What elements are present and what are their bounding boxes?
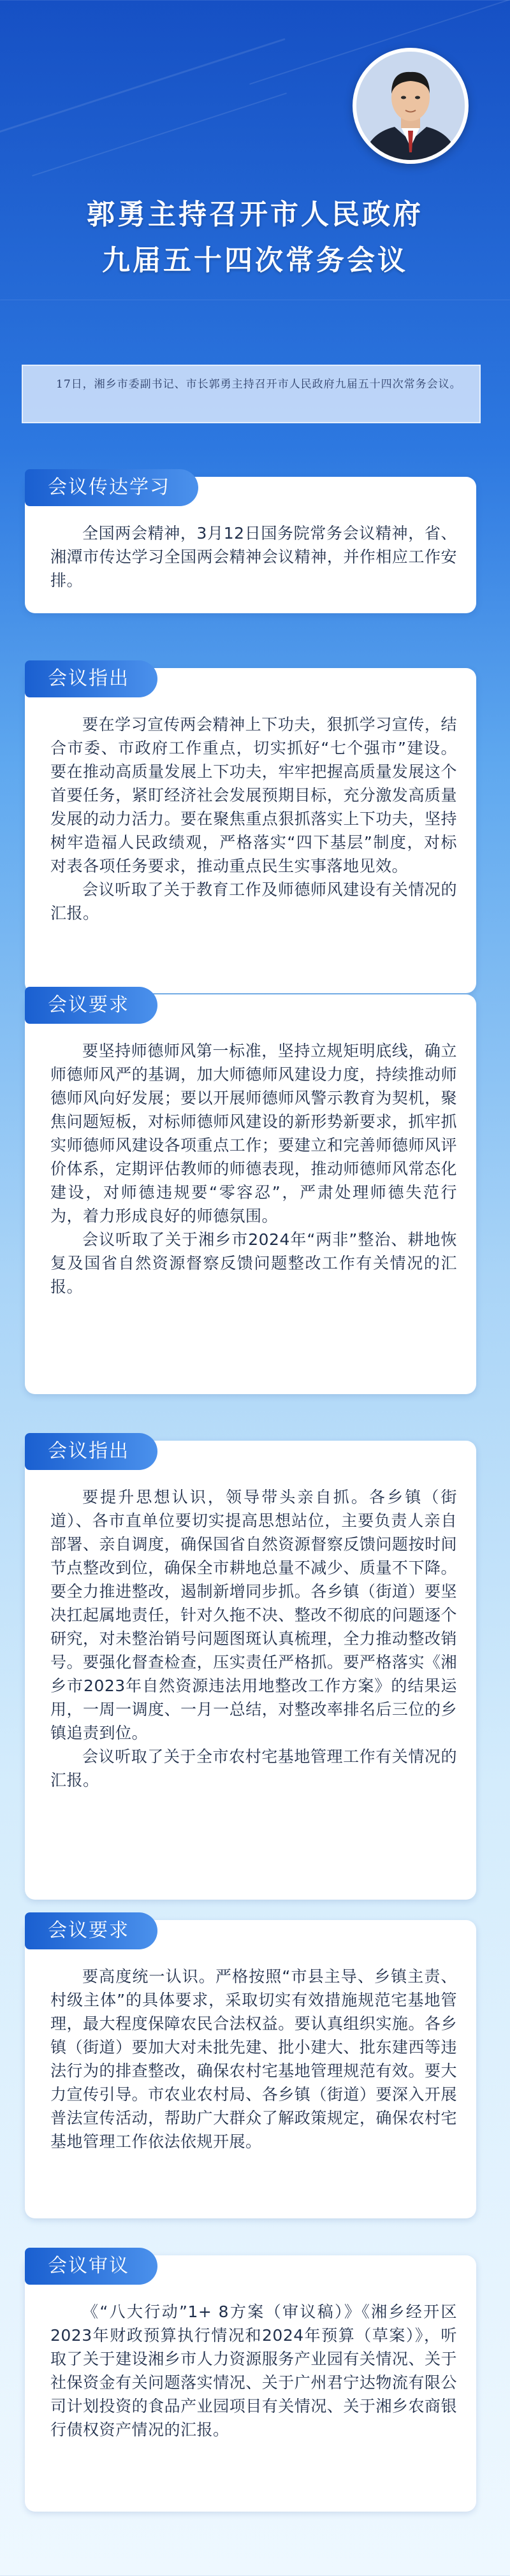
page-title-line1: 郭勇主持召开市人民政府 [87,198,423,231]
section-paragraph: 《“八大行动”1+ 8方案（审议稿）》《湘乡经开区2023年财政预算执行情况和2024年预算（草案）》，听取了关于建设湘乡市人力资源服务产业园有关情况、关于社保资金有关问题落实情况、关于广州君宁达物流有限公司计划投资的食品产业园项目有关情况、关于湘乡农商银行债权资产情况的汇报。 [50,2303,457,2439]
section-card-requirements [25,994,476,1394]
section-card-points [25,668,476,993]
section-tag: 会议审议 [25,2248,157,2285]
section-paragraph: 会议听取了关于湘乡市2024年“两非”整治、耕地恢复及国省自然资源督察反馈问题整改工作有关情况的汇报。 [50,1230,457,1296]
page-title-line2: 九届五十四次常务会议 [102,244,408,277]
section-card-review [25,2255,476,2512]
section-paragraph: 会议听取了关于全市农村宅基地管理工作有关情况的汇报。 [50,1747,457,1789]
section-paragraph: 要在学习宣传两会精神上下功夫，狠抓学习宣传，结合市委、市政府工作重点，切实抓好“七个强市”建设。要在推动高质量发展上下功夫，牢牢把握高质量发展这个首要任务，紧盯经济社会发展预期目标，充分激发高质量发展的动力活力。要在聚焦重点狠抓落实上下功夫，坚持树牢造福人民政绩观，严格落实“四下基层”制度，对标对表各项任务要求，推动重点民生实事落地见效。 [50,715,457,875]
decorative-line [32,92,287,177]
avatar [353,48,469,164]
section-card-points-2 [25,1441,476,1900]
section-paragraph: 要高度统一认识。严格按照“市县主导、乡镇主责、村级主体”的具体要求，采取切实有效措施规范宅基地管理，最大程度保障农民合法权益。要认真组织实施。各乡镇（街道）要加大对未批先建、批小建大、批东建西等违法行为的排查整改，确保农村宅基地管理规范有效。要大力宣传引导。市农业农村局、各乡镇（街道）要深入开展普法宣传活动，帮助广大群众了解政策规定，确保农村宅基地管理工作依法依规开展。 [50,1967,457,2151]
section-tag: 会议指出 [25,660,157,697]
intro-text: 17日，湘乡市委副书记、市长郭勇主持召开市人民政府九届五十四次常务会议。 [22,365,481,423]
section-paragraph: 要坚持师德师风第一标准，坚持立规矩明底线，确立师德师风严的基调，加大师德师风建设力度，持续推动师德师风向好发展；要以开展师德师风警示教育为契机，聚焦问题短板，对标师德师风建设的新形势新要求，抓牢抓实师德师风建设各项重点工作；要建立和完善师德师风评价体系，定期评估教师的师德表现，推动师德师风常态化建设，对师德违规要“零容忍”，严肃处理师德失范行为，着力形成良好的师德氛围。 [50,1042,457,1225]
section-tag: 会议要求 [25,987,157,1024]
section-tag: 会议要求 [25,1912,157,1949]
section-paragraph: 要提升思想认识，领导带头亲自抓。各乡镇（街道）、各市直单位要切实提高思想站位，主要负责人亲自部署、亲自调度，确保国省自然资源督察反馈问题按时间节点整改到位，确保全市耕地总量不减少、质量不下降。要全力推进整改，遏制新增同步抓。各乡镇（街道）要坚决扛起属地责任，针对久拖不决、整改不彻底的问题逐个研究，对未整治销号问题图斑认真梳理，全力推动整改销号。要强化督查检查，压实责任严格抓。要严格落实《湘乡市2023年自然资源违法用地整改工作方案》的结果运用，一周一调度、一月一总结，对整改率排名后三位的乡镇追责到位。 [50,1488,457,1742]
decorative-line [0,38,286,143]
portrait-photo [356,52,465,160]
section-card-requirements-2 [25,1920,476,2218]
section-paragraph: 全国两会精神，3月12日国务院常务会议精神，省、湘潭市传达学习全国两会精神会议精神，并作相应工作安排。 [50,524,457,590]
section-card-study [25,477,476,613]
section-paragraph: 会议听取了关于教育工作及师德师风建设有关情况的汇报。 [50,880,457,922]
section-tag: 会议指出 [25,1433,157,1470]
section-tag: 会议传达学习 [25,469,198,506]
header-banner [0,0,510,331]
